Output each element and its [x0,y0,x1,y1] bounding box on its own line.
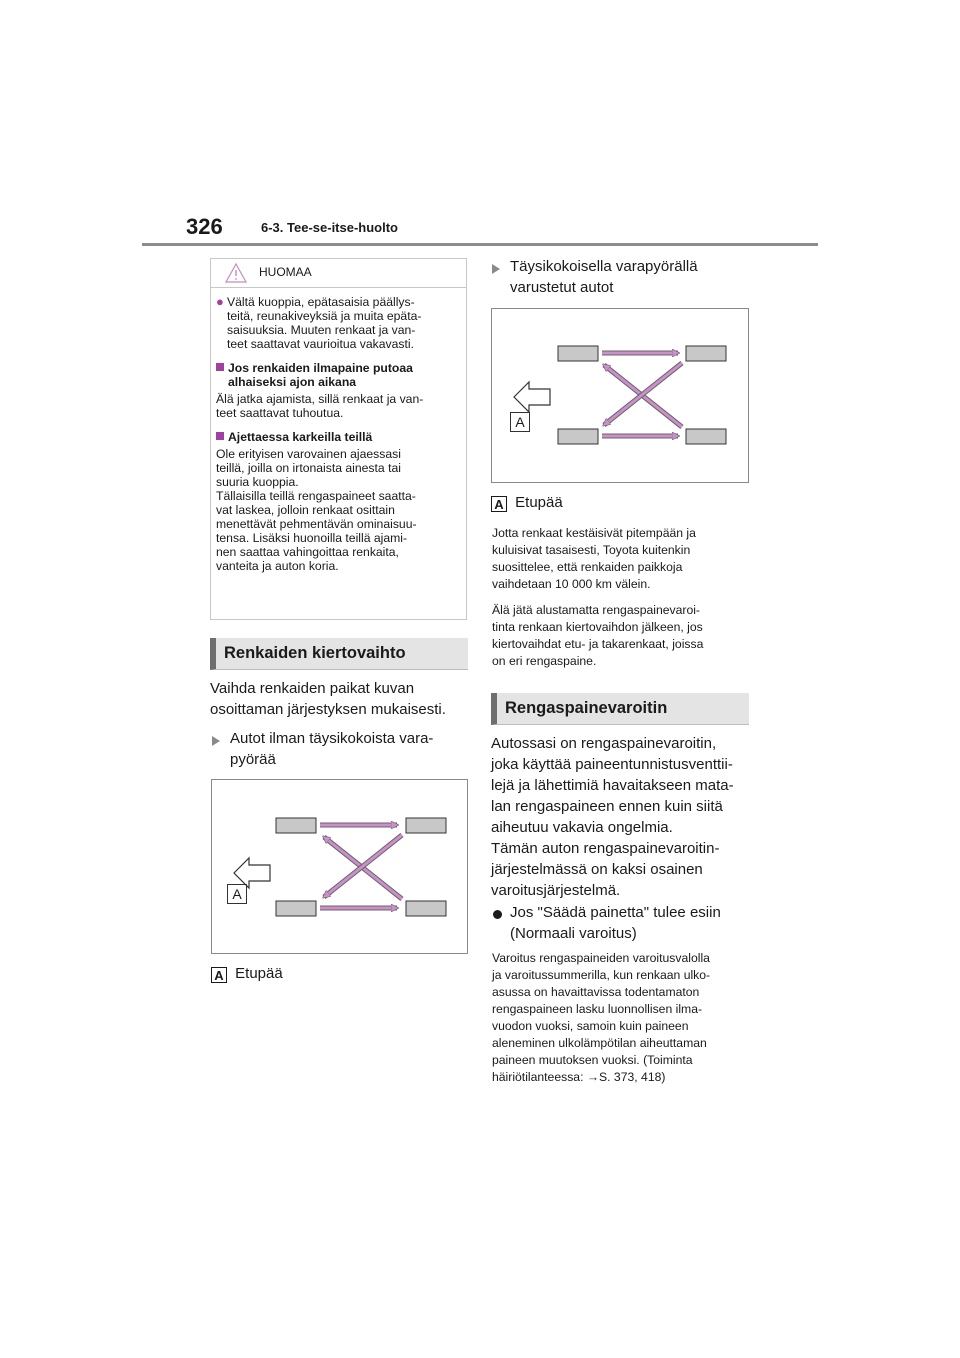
tpms-paragraph-1: Autossasi on rengaspainevaroitin, joka käyttää paineentunnistusventtii- lejä ja lähettimiä havaitakseen mata- lan rengaspaineen ennen kuin siitä aiheutuu vakavia ongelmia. [491,735,734,836]
legend-text-2: Etupää [515,494,563,511]
case2-title-text: Täysikokoisella varapyörällä varustetut autot [510,258,698,296]
case2-legend [491,492,563,513]
front-direction-arrow-icon [514,382,550,412]
tire-front-right [406,818,446,833]
notice-header [211,259,466,288]
tpms-heading-text: Rengaspainevaroitin [505,699,668,717]
case1-title-text: Autot ilman täysikokoista vara- pyörää [230,730,434,768]
case1-legend [211,963,283,984]
rotation-note-2: Älä jätä alustamatta rengaspainevaroi- tinta renkaan kiertovaihdon jälkeen, jos kiertovaihdat etu- ja takarenkaat, joissa on eri rengaspaine. [492,603,704,668]
case1-title [212,728,468,770]
triangle-bullet-icon [212,736,220,746]
tire-rear-right [406,901,446,916]
notice-sub2-text: Ole erityisen varovainen ajaessasi teillä, joilla on irtonaista ainesta tai suuria kuoppia. Tällaisilla teillä rengaspaineet saatta- vat laskea, jolloin renkaat osittain menettävät pehmentävän ominaisuu- tensa. Lisäksi huonoilla teillä ajami- nen saattaa vahingoittaa renkaita, vanteita ja auton koria. [216,447,417,573]
warning-triangle-icon [225,263,247,283]
tpms-detail: Varoitus rengaspaineiden varoitusvalolla ja varoitussummerilla, kun renkaan ulko- asussa on havaittavissa todentamaton rengaspaineen lasku luonnollisen ilma- vuodon vuoksi, samoin kuin paineen aleneminen ulkolämpötilan aiheuttaman paineen muutoksen vuoksi. (Toiminta häiriötilanteessa: →S. 373, 418) [492,951,711,1084]
tire-front-left [558,346,598,361]
tire-front-right [686,346,726,361]
bullet-dot-icon: ● [216,294,224,309]
diagram-2-graphic [492,309,750,484]
tire-rear-left [276,901,316,916]
notice-sub1-text: Älä jatka ajamista, sillä renkaat ja van- teet saattavat tuhoutua. [216,392,424,420]
rotation-diagram-no-spare [211,779,468,954]
tpms-bullet [493,902,755,944]
diagram-1-marker: A [227,884,247,904]
tire-front-left [276,818,316,833]
tpms-paragraph-2: Tämän auton rengaspainevaroitin- järjestelmässä on kaksi osainen varoitusjärjestelmä. [491,840,720,899]
rotation-note-1: Jotta renkaat kestäisivät pitempään ja kuluisivat tasaisesti, Toyota kuitenkin suosittelee, että renkaiden paikkoja vaihdetaan 10 000 km välein. [492,526,696,591]
rotation-heading-text: Renkaiden kiertovaihto [224,644,406,662]
notice-box [210,258,467,620]
square-bullet-icon [216,432,224,440]
legend-marker-2: A [491,496,507,512]
page-number: 326 [186,214,223,239]
notice-sub2-title: Ajettaessa karkeilla teillä [228,430,373,444]
triangle-bullet-icon [492,264,500,274]
notice-sub1-title: Jos renkaiden ilmapaine putoaa alhaiseksi ajon aikana [228,361,413,389]
notice-bullet-text: Vältä kuoppia, epätasaisia päällys- teitä, reunakiveyksiä ja muita epäta- saisuuksia. Muuten renkaat ja van- teet saattavat vaurioitua vakavasti. [227,295,422,351]
rotation-diagram-full-spare [491,308,749,483]
tire-rear-right [686,429,726,444]
header-rule [142,243,818,246]
tpms-heading [491,693,749,725]
tire-rear-left [558,429,598,444]
case2-title [492,256,748,298]
rotation-intro: Vaihda renkaiden paikat kuvan osoittaman järjestyksen mukaisesti. [210,680,446,718]
diagram-1-graphic [212,780,469,955]
rotation-heading [210,638,468,670]
section-title: 6-3. Tee-se-itse-huolto [261,220,399,235]
notice-body [216,295,462,573]
square-bullet-icon [216,363,224,371]
tpms-bullet-text: Jos "Säädä painetta" tulee esiin (Normaali varoitus) [510,904,721,942]
legend-marker-1: A [211,967,227,983]
legend-text-1: Etupää [235,965,283,982]
round-bullet-icon [493,910,502,919]
diagram-2-marker: A [510,412,530,432]
notice-title: HUOMAA [259,265,312,279]
